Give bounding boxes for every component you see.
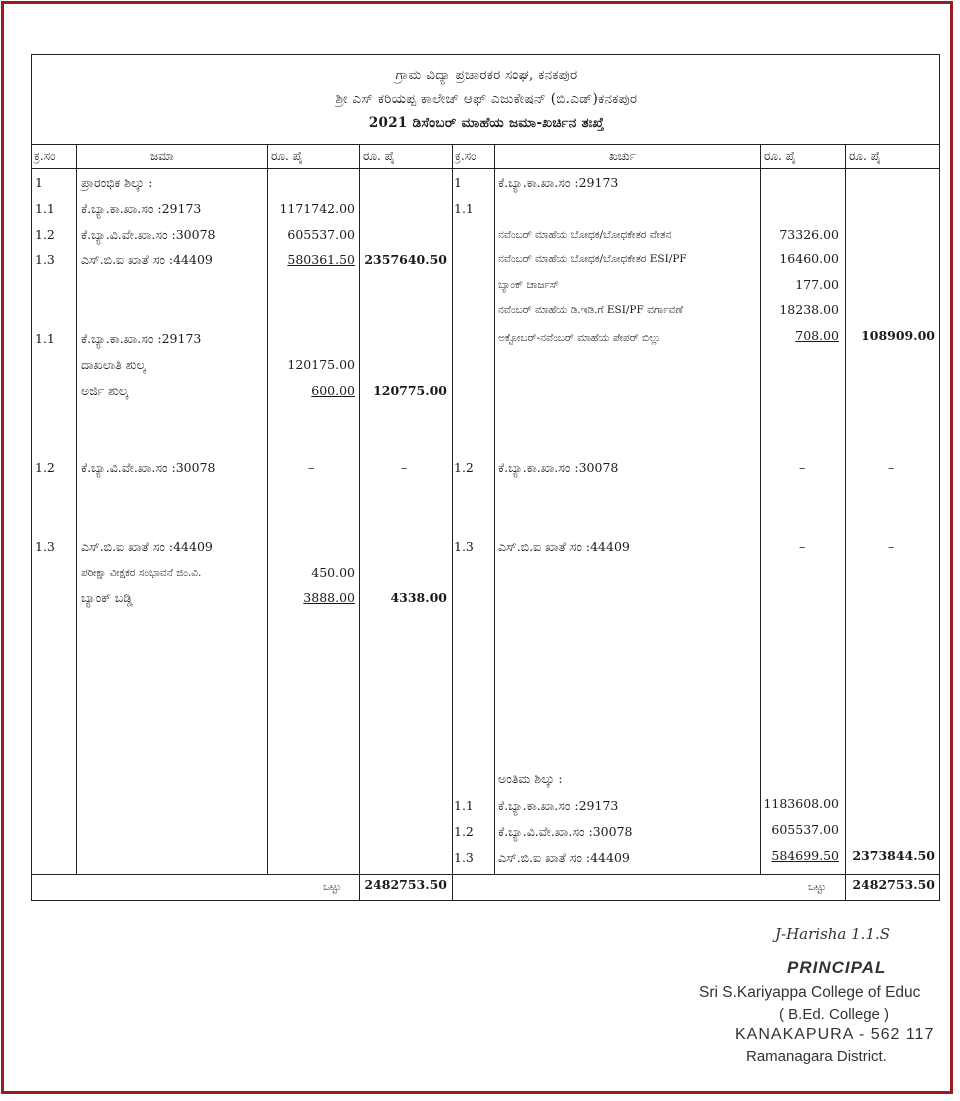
debit-amount: 73326.00	[779, 227, 839, 242]
credit-label: ಎಸ್.ಬಿ.ಐ ಖಾತೆ ಸಂ :44409	[81, 252, 213, 267]
header-sl: ಕ್ರ.ಸಂ	[455, 149, 477, 163]
debit-total: 2482753.50	[852, 877, 935, 892]
credit-total: 2482753.50	[364, 877, 447, 892]
debit-amount: –	[799, 539, 806, 554]
credit-sl: 1.2	[35, 460, 55, 475]
ledger-table	[31, 54, 940, 901]
credit-subtotal: 4338.00	[390, 590, 447, 605]
col-divider	[359, 144, 360, 900]
credit-amount: –	[308, 460, 315, 475]
debit-sl: 1.2	[454, 824, 474, 839]
credit-label: ಕೆ.ಬ್ಯಾ.ವಿ.ವೇ.ಖಾ.ಸಂ :30078	[81, 460, 216, 475]
credit-label: ಎಸ್.ಬಿ.ಐ ಖಾತೆ ಸಂ :44409	[81, 539, 213, 554]
society-name: ಗ್ರಾಮ ವಿದ್ಯಾ ಪ್ರಚಾರಕರ ಸಂಘ, ಕನಕಪುರ	[395, 67, 578, 83]
debit-label: ಕೆ.ಬ್ಯಾ.ಕಾ.ಖಾ.ಸಂ :29173	[498, 175, 619, 190]
col-divider	[267, 144, 268, 874]
credit-label: ಪರೀಕ್ಷಾ ವೀಕ್ಷಕರ ಸಂಭಾವನೆ ಜಿಂ.ವಿ.	[81, 567, 202, 579]
seal-degree: ( B.Ed. College )	[779, 1006, 890, 1023]
debit-sl: 1.3	[454, 539, 474, 554]
credit-sl: 1	[35, 175, 43, 190]
credit-label: ಪ್ರಾರಂಭಿಕ ಶಿಲ್ಕು :	[81, 175, 153, 190]
debit-label: ಅಂತಿಮ ಶಿಲ್ಕು :	[498, 771, 563, 786]
col-divider	[494, 144, 495, 874]
credit-label: ಬ್ಯಾಂಕ್ ಬಡ್ಡಿ	[81, 590, 133, 605]
credit-amount: 600.00	[311, 383, 355, 398]
credit-label: ಕೆ.ಬ್ಯಾ.ವಿ.ವೇ.ಖಾ.ಸಂ :30078	[81, 227, 216, 242]
seal-college: Sri S.Kariyappa College of Educ	[699, 984, 921, 1001]
debit-subtotal: –	[888, 539, 895, 554]
col-divider	[760, 144, 761, 874]
debit-sl: 1	[454, 175, 462, 190]
debit-subtotal: –	[888, 460, 895, 475]
total-rule	[32, 874, 939, 875]
credit-sl: 1.3	[35, 539, 55, 554]
debit-sl: 1.1	[454, 201, 474, 216]
header-rule-bottom	[32, 168, 939, 169]
header-amount: ರೂ. ಪೈ	[849, 149, 881, 163]
debit-amount: 16460.00	[779, 251, 839, 266]
debit-label: ನವೆಂಬರ್ ಮಾಹೆಯ ಡಿ.ಇಡಿ.ಗೆ ESI/PF ವರ್ಗಾವಣೆ	[498, 304, 684, 316]
credit-subtotal: 120775.00	[373, 383, 447, 398]
credit-label: ದಾಖಲಾತಿ ಶುಲ್ಕ	[81, 357, 146, 372]
debit-label: ಕೆ.ಬ್ಯಾ.ಕಾ.ಖಾ.ಸಂ :30078	[498, 460, 619, 475]
header-rule-top	[32, 144, 939, 145]
debit-label: ನವೆಂಬರ್ ಮಾಹೆಯ ಬೋಧಕ/ಬೋಧಕೇತರ ESI/PF	[498, 253, 687, 265]
debit-subtotal: 2373844.50	[852, 848, 935, 863]
col-divider	[76, 144, 77, 874]
credit-subtotal: –	[401, 460, 408, 475]
debit-sl: 1.2	[454, 460, 474, 475]
debit-label: ಬ್ಯಾಂಕ್ ಚಾರ್ಜಸ್	[498, 279, 559, 291]
credit-sl: 1.1	[35, 201, 55, 216]
debit-amount: 1183608.00	[763, 796, 839, 811]
debit-subtotal: 108909.00	[861, 328, 935, 343]
debit-total-label: ಒಟ್ಟು	[808, 881, 827, 893]
debit-label: ನವೆಂಬರ್ ಮಾಹೆಯ ಬೋಧಕ/ಬೋಧಕೇತರ ವೇತನ	[498, 229, 672, 241]
statement-title: 2021 ಡಿಸೆಂಬರ್ ಮಾಹೆಯ ಜಮಾ-ಖರ್ಚಿನ ತಃಖ್ತೆ	[368, 115, 605, 131]
seal-place: KANAKAPURA - 562 117	[735, 1026, 935, 1043]
debit-amount: 584699.50	[771, 848, 839, 863]
credit-total-label: ಒಟ್ಟು	[323, 881, 342, 893]
credit-label: ಕೆ.ಬ್ಯಾ.ಕಾ.ಖಾ.ಸಂ :29173	[81, 201, 202, 216]
header-credit: ಜಮಾ	[150, 149, 174, 163]
credit-amount: 605537.00	[287, 227, 355, 242]
credit-subtotal: 2357640.50	[364, 252, 447, 267]
credit-label: ಅರ್ಜಿ ಶುಲ್ಕ	[81, 383, 129, 398]
header-sl: ಕ್ರ.ಸಂ	[34, 149, 56, 163]
credit-label: ಕೆ.ಬ್ಯಾ.ಕಾ.ಖಾ.ಸಂ :29173	[81, 331, 202, 346]
debit-label: ಕೆ.ಬ್ಯಾ.ಕಾ.ಖಾ.ಸಂ :29173	[498, 798, 619, 813]
seal-title: PRINCIPAL	[787, 958, 887, 977]
debit-amount: 605537.00	[771, 822, 839, 837]
header-debit: ಖರ್ಚು	[609, 149, 636, 163]
col-divider	[845, 144, 846, 900]
credit-amount: 450.00	[311, 565, 355, 580]
credit-sl: 1.1	[35, 331, 55, 346]
debit-label: ಕೆ.ಬ್ಯಾ.ವಿ.ವೇ.ಖಾ.ಸಂ :30078	[498, 824, 633, 839]
debit-amount: 708.00	[795, 328, 839, 343]
college-name: ಶ್ರೀ ಎಸ್ ಕರಿಯಪ್ಪ ಕಾಲೇಜ್ ಆಫ್ ಎಜುಕೇಷನ್ (ಬಿ.ಎಡ್)ಕನಕಪುರ	[335, 91, 638, 107]
credit-amount: 3888.00	[303, 590, 355, 605]
debit-sl: 1.3	[454, 850, 474, 865]
debit-amount: 177.00	[795, 277, 839, 292]
debit-amount: –	[799, 460, 806, 475]
debit-sl: 1.1	[454, 798, 474, 813]
debit-amount: 18238.00	[779, 302, 839, 317]
credit-sl: 1.2	[35, 227, 55, 242]
header-amount: ರೂ. ಪೈ	[764, 149, 796, 163]
debit-label: ಅಕ್ಟೋಬರ್-ನವೆಂಬರ್ ಮಾಹೆಯ ಪೇಪರ್ ಬಿಲ್ಲು	[498, 332, 661, 344]
principal-signature: J-Harisha 1.1.S	[775, 925, 891, 943]
header-amount: ರೂ. ಪೈ	[363, 149, 395, 163]
credit-amount: 1171742.00	[279, 201, 355, 216]
header-amount: ರೂ. ಪೈ	[271, 149, 303, 163]
credit-sl: 1.3	[35, 252, 55, 267]
credit-amount: 580361.50	[287, 252, 355, 267]
debit-label: ಎಸ್.ಬಿ.ಐ ಖಾತೆ ಸಂ :44409	[498, 850, 630, 865]
debit-label: ಎಸ್.ಬಿ.ಐ ಖಾತೆ ಸಂ :44409	[498, 539, 630, 554]
seal-district: Ramanagara District.	[746, 1048, 887, 1065]
credit-amount: 120175.00	[287, 357, 355, 372]
col-divider	[452, 144, 453, 900]
